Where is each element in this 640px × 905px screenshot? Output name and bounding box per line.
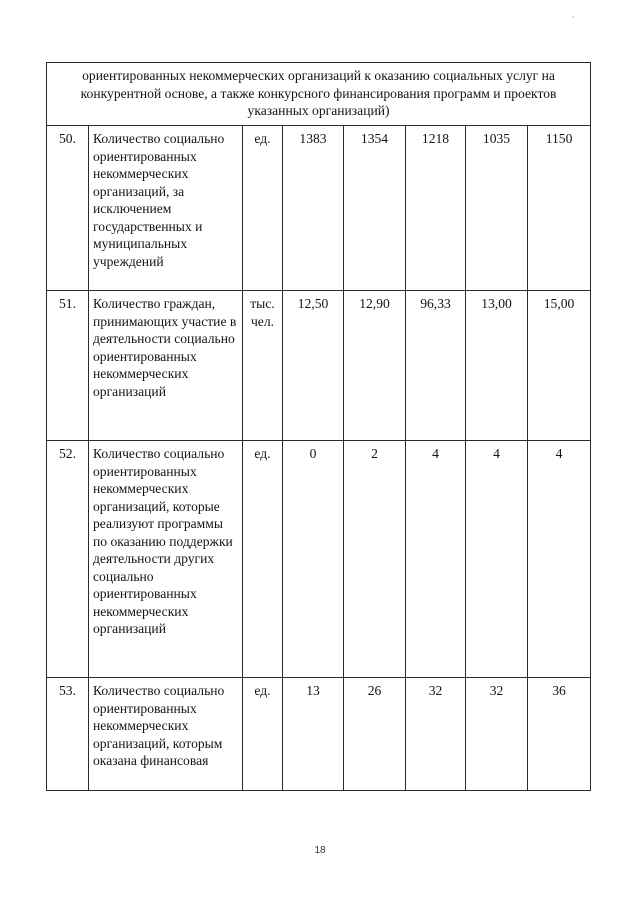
value-cell: 32 — [466, 678, 528, 791]
indicators-table — [46, 62, 591, 791]
value-cell: 12,50 — [283, 291, 344, 441]
value-cell: 15,00 — [528, 291, 591, 441]
value-cell: 1383 — [283, 126, 344, 291]
value-cell: 13,00 — [466, 291, 528, 441]
value-cell: 4 — [528, 441, 591, 678]
section-header: ориентированных некоммерческих организаций к оказанию социальных услуг на конкурентной основе, а также конкурсного финансирования программ и проектов указанных организаций) — [47, 63, 591, 126]
row-number: 52. — [47, 441, 89, 678]
value-cell: 12,90 — [344, 291, 406, 441]
row-number: 50. — [47, 126, 89, 291]
indicator-name: Количество граждан, принимающих участие в деятельности социально ориентированных некоммерческих организаций — [89, 291, 243, 441]
scan-specks — [0, 0, 640, 60]
row-number: 53. — [47, 678, 89, 791]
indicator-name: Количество социально ориентированных некоммерческих организаций, которым оказана финансовая — [89, 678, 243, 791]
value-cell: 0 — [283, 441, 344, 678]
value-cell: 1150 — [528, 126, 591, 291]
table-row — [47, 291, 591, 441]
unit: ед. — [243, 126, 283, 291]
value-cell: 2 — [344, 441, 406, 678]
value-cell: 96,33 — [406, 291, 466, 441]
value-cell: 26 — [344, 678, 406, 791]
value-cell: 13 — [283, 678, 344, 791]
table-row — [47, 126, 591, 291]
value-cell: 4 — [466, 441, 528, 678]
table-row — [47, 441, 591, 678]
unit: тыс. чел. — [243, 291, 283, 441]
indicator-name: Количество социально ориентированных некоммерческих организаций, которые реализуют программы по оказанию поддержки деятельности других социально ориентированных некоммерческих организаций — [89, 441, 243, 678]
value-cell: 32 — [406, 678, 466, 791]
value-cell: 1035 — [466, 126, 528, 291]
value-cell: 1354 — [344, 126, 406, 291]
indicator-name: Количество социально ориентированных некоммерческих организаций, за исключением государственных и муниципальных учреждений — [89, 126, 243, 291]
page-number: 18 — [314, 845, 326, 856]
table-row — [47, 678, 591, 791]
row-number: 51. — [47, 291, 89, 441]
value-cell: 36 — [528, 678, 591, 791]
value-cell: 1218 — [406, 126, 466, 291]
unit: ед. — [243, 441, 283, 678]
unit: ед. — [243, 678, 283, 791]
value-cell: 4 — [406, 441, 466, 678]
section-header-row — [47, 63, 591, 126]
